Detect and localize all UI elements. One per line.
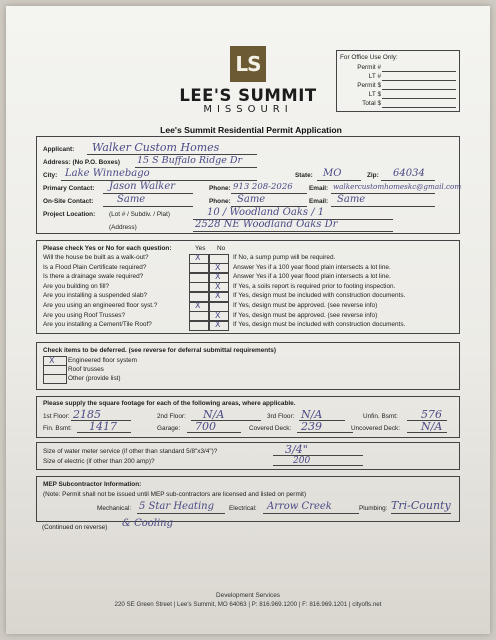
check-mark-icon: X <box>215 272 221 282</box>
phone2-value[interactable]: Same <box>237 194 266 205</box>
question-yes-checkbox[interactable] <box>189 302 209 312</box>
check-mark-icon: X <box>49 356 55 365</box>
email-label: Email: <box>309 185 329 192</box>
question-no-checkbox[interactable] <box>209 292 229 302</box>
deferred-item-label: Engineered floor system <box>68 357 137 364</box>
state-label: State: <box>295 172 313 179</box>
plumbing-label: Plumbing: <box>359 505 388 512</box>
office-row-lt-no: LT # <box>368 73 381 80</box>
phone2-label: Phone: <box>209 198 231 205</box>
logo-name: LEE'S SUMMIT <box>179 86 317 105</box>
footage-section <box>36 396 460 438</box>
plumbing-value[interactable]: Tri-County <box>391 499 451 512</box>
address2-label: (Address) <box>109 224 137 231</box>
email-value[interactable]: walkercustomhomeskc@gmail.com <box>333 182 462 191</box>
no-column-label: No <box>217 245 226 252</box>
mechanical-value[interactable]: 5 Star Heating <box>139 501 214 512</box>
question-note: If Yes, design must be included with construction documents. <box>233 292 406 300</box>
logo-state: MISSOURI <box>203 104 293 115</box>
garage-label: Garage: <box>157 425 181 432</box>
question-text: Is a Flood Plain Certificate required? <box>43 263 147 271</box>
primary-contact-value[interactable]: Jason Walker <box>109 181 176 192</box>
state-value[interactable]: MO <box>323 168 342 179</box>
fin-bsmt-value[interactable]: 1417 <box>89 420 117 433</box>
covered-deck-label: Covered Deck: <box>249 425 292 432</box>
electric-label: Size of electric (if other than 200 amp)? <box>43 458 155 465</box>
address2-value[interactable]: 2528 NE Woodland Oaks Dr <box>195 219 338 230</box>
form-title: Lee's Summit Residential Permit Application <box>160 125 342 135</box>
address-value[interactable]: 15 S Buffalo Ridge Dr <box>137 155 243 166</box>
electric-value[interactable]: 200 <box>293 456 311 466</box>
address-label: Address: (No P.O. Boxes) <box>43 159 120 166</box>
second-floor-label: 2nd Floor: <box>157 413 186 420</box>
question-yes-checkbox[interactable] <box>189 254 209 264</box>
question-note: If Yes, design must be included with construction documents. <box>233 321 406 329</box>
office-row-lt-fee: LT $ <box>368 91 381 98</box>
applicant-value[interactable]: Walker Custom Homes <box>92 141 220 154</box>
electrical-label: Electrical: <box>229 505 257 512</box>
question-note: Answer Yes if a 100 year flood plain intersects a lot line. <box>233 263 391 271</box>
deferred-section <box>36 342 460 390</box>
questions-header: Please check Yes or No for each question: <box>43 245 172 252</box>
question-yes-checkbox[interactable] <box>189 282 209 292</box>
question-note: If Yes, design must be approved. (see reverse info) <box>233 311 378 319</box>
fin-bsmt-label: Fin. Bsmt: <box>43 425 72 432</box>
phone-value[interactable]: 913 208-2026 <box>233 182 293 192</box>
footer-contact: 220 SE Green Street | Lee's Summit, MO 64063 | P: 816.969.1200 | F: 816.969.1201 | cityofls.net <box>114 601 382 608</box>
deferred-item-label: Roof trusses <box>68 366 104 373</box>
electrical-value[interactable]: Arrow Creek <box>267 501 332 512</box>
onsite-contact-label: On-Site Contact: <box>43 198 94 205</box>
mep-note: (Note: Permit shall not be issued until MEP sub-contractors are licensed and listed on permit) <box>43 491 307 498</box>
question-yes-checkbox[interactable] <box>189 263 209 273</box>
question-note: Answer Yes if a 100 year flood plain intersects a lot line. <box>233 273 391 281</box>
city-value[interactable]: Lake Winnebago <box>65 168 150 179</box>
mep-header: MEP Subcontractor Information: <box>43 481 142 488</box>
garage-value[interactable]: 700 <box>195 420 216 433</box>
mechanical-label: Mechanical: <box>97 505 132 512</box>
office-row-permit-no: Permit # <box>357 64 381 71</box>
service-section <box>36 442 460 470</box>
continued-note: (Continued on reverse) <box>42 524 108 531</box>
first-floor-value[interactable]: 2185 <box>73 408 101 421</box>
question-text: Will the house be built as a walk-out? <box>43 254 149 261</box>
question-yes-checkbox[interactable] <box>189 273 209 283</box>
check-mark-icon: X <box>195 253 201 262</box>
onsite-contact-value[interactable]: Same <box>117 194 146 205</box>
zip-label: Zip: <box>367 172 379 179</box>
applicant-section <box>36 136 460 234</box>
question-text: Are you installing a Cement/Tile Roof? <box>43 321 152 329</box>
office-use-title: For Office Use Only: <box>340 54 398 61</box>
lot-label: (Lot # / Subdiv. / Plat) <box>109 211 170 218</box>
mechanical-extra: & Cooling <box>122 518 174 529</box>
applicant-label: Applicant: <box>43 146 75 153</box>
question-yes-checkbox[interactable] <box>189 311 209 321</box>
question-no-checkbox[interactable] <box>209 254 229 264</box>
deferred-header: Check items to be deferred. (see reverse for deferral submittal requirements) <box>43 347 276 354</box>
water-meter-label: Size of water meter service (if other than standard 5/8"x3/4")? <box>43 448 218 455</box>
covered-deck-value[interactable]: 239 <box>301 420 322 433</box>
office-use-box <box>336 50 460 112</box>
question-yes-checkbox[interactable] <box>189 321 209 331</box>
phone-label: Phone: <box>209 185 231 192</box>
primary-contact-label: Primary Contact: <box>43 185 95 192</box>
deferred-item-label: Other (provide list) <box>68 375 121 382</box>
question-note: If Yes, a soils report is required prior to footing inspection. <box>233 282 396 290</box>
city-label: City: <box>43 172 58 179</box>
question-text: Is there a drainage swale required? <box>43 273 144 281</box>
logo-icon <box>230 46 266 82</box>
mep-section <box>36 476 460 522</box>
question-note: If Yes, design must be approved. (see reverse info) <box>233 302 378 309</box>
deferred-checkbox[interactable] <box>43 374 67 384</box>
check-mark-icon: X <box>195 301 201 310</box>
questions-section <box>36 240 460 334</box>
question-no-checkbox[interactable] <box>209 321 229 331</box>
uncovered-deck-label: Uncovered Deck: <box>351 425 401 432</box>
office-row-permit-fee: Permit $ <box>357 82 381 89</box>
question-no-checkbox[interactable] <box>209 302 229 312</box>
project-location-label: Project Location: <box>43 211 96 218</box>
email2-label: Email: <box>309 198 329 205</box>
check-mark-icon: X <box>215 310 221 320</box>
first-floor-label: 1st Floor: <box>43 413 70 420</box>
third-floor-value[interactable]: N/A <box>301 408 323 421</box>
third-floor-label: 3rd Floor: <box>267 413 295 420</box>
yes-column-label: Yes <box>195 245 206 252</box>
check-mark-icon: X <box>215 291 221 301</box>
office-row-total: Total $ <box>362 100 381 107</box>
footage-header: Please supply the square footage for each of the following areas, where applicable. <box>43 400 296 407</box>
question-text: Are you using Roof Trusses? <box>43 311 126 319</box>
footer-dept: Development Services <box>216 592 280 599</box>
question-text: Are you using an engineered floor syst.? <box>43 302 158 309</box>
uncovered-deck-value[interactable]: N/A <box>421 420 443 433</box>
water-meter-value[interactable]: 3/4" <box>285 443 308 456</box>
unfin-bsmt-value[interactable]: 576 <box>421 408 442 421</box>
permit-application-page <box>6 6 490 634</box>
check-mark-icon: X <box>215 320 221 330</box>
email2-value[interactable]: Same <box>337 194 366 205</box>
question-text: Are you building on fill? <box>43 282 110 290</box>
logo-mark: LS <box>235 52 261 76</box>
check-mark-icon: X <box>215 262 221 272</box>
unfin-bsmt-label: Unfin. Bsmt: <box>363 413 398 420</box>
check-mark-icon: X <box>215 281 221 291</box>
second-floor-value[interactable]: N/A <box>203 408 225 421</box>
question-note: If No, a sump pump will be required. <box>233 254 336 261</box>
lot-value[interactable]: 10 / Woodland Oaks / 1 <box>207 207 325 218</box>
zip-value[interactable]: 64034 <box>393 168 425 179</box>
question-text: Are you installing a suspended slab? <box>43 292 148 300</box>
